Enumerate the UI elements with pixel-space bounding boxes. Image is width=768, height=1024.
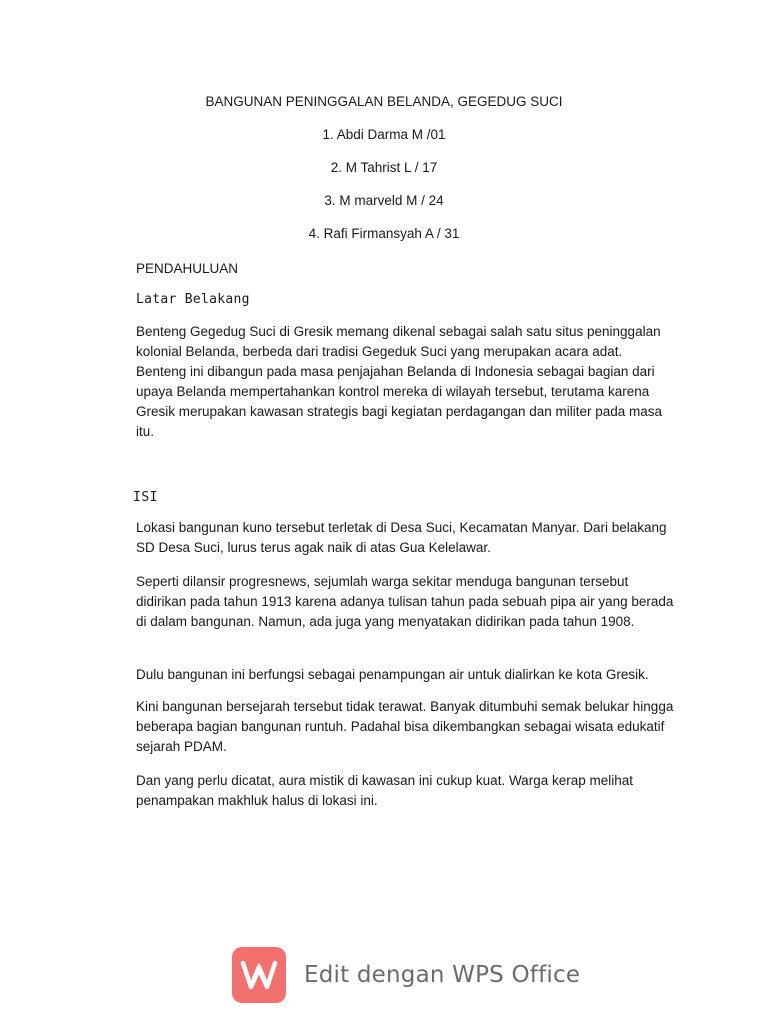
document-title: BANGUNAN PENINGGALAN BELANDA, GEGEDUG SUCI <box>205 94 563 109</box>
section-heading-content: ISI <box>133 490 158 505</box>
wps-office-logo-icon <box>232 947 286 1003</box>
section-heading-intro: PENDAHULUAN <box>136 261 239 276</box>
member-1: 1. Abdi Darma M /01 <box>322 127 446 142</box>
content-paragraph-1: Lokasi bangunan kuno tersebut terletak di Desa Suci, Kecamatan Manyar. Dari belakang SD Desa Suci, lurus terus agak naik di atas Gua Kelelawar. <box>136 520 667 555</box>
content-paragraph-3: Dulu bangunan ini berfungsi sebagai penampungan air untuk dialirkan ke kota Gresik. <box>136 667 649 682</box>
member-3: 3. M marveld M / 24 <box>324 193 444 208</box>
wps-edit-banner[interactable] <box>232 946 580 1004</box>
member-4: 4. Rafi Firmansyah A / 31 <box>308 226 460 241</box>
content-paragraph-2: Seperti dilansir progresnews, sejumlah warga sekitar menduga bangunan tersebut didirikan pada tahun 1913 karena adanya tulisan tahun pada sebuah pipa air yang berada di dalam bangunan. Namun, ada juga yang menyatakan didirikan pada tahun 1908. <box>136 574 674 629</box>
subheading-background: Latar Belakang <box>136 292 250 307</box>
member-2: 2. M Tahrist L / 17 <box>330 160 438 175</box>
wps-edit-label[interactable]: Edit dengan WPS Office <box>304 962 581 988</box>
content-paragraph-5: Dan yang perlu dicatat, aura mistik di kawasan ini cukup kuat. Warga kerap melihat penampakan makhluk halus di lokasi ini. <box>136 773 633 808</box>
content-paragraph-4: Kini bangunan bersejarah tersebut tidak terawat. Banyak ditumbuhi semak belukar hingga beberapa bagian bangunan runtuh. Padahal bisa dikembangkan sebagai wisata edukatif sejarah PDAM. <box>136 699 674 754</box>
paragraph-background: Benteng Gegedug Suci di Gresik memang dikenal sebagai salah satu situs peninggalan kolonial Belanda, berbeda dari tradisi Gegeduk Suci yang merupakan acara adat. Benteng ini dibangun pada masa penjajahan Belanda di Indonesia sebagai bagian dari upaya Belanda mempertahankan kontrol mereka di wilayah tersebut, terutama karena Gresik merupakan kawasan strategis bagi kegiatan perdagangan dan militer pada masa itu. <box>136 324 663 439</box>
